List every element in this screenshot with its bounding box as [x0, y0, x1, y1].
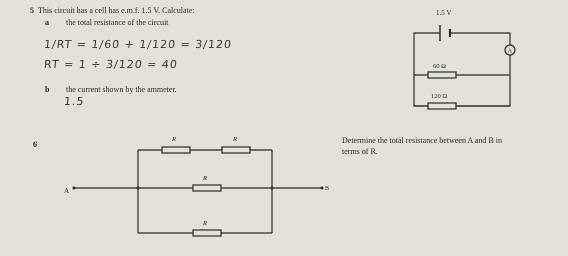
resistor-120-label: 120 Ω: [431, 93, 448, 100]
q6-resistor-bottom-label: R: [203, 220, 207, 227]
q6-number: 6: [33, 140, 37, 149]
q6-resistor-top-left: [162, 147, 190, 153]
q5-stem: This circuit has a cell has e.m.f. 1.5 V. Calculate:: [38, 6, 195, 15]
emf-label: 1.5 V: [436, 9, 452, 17]
q5-number: 5: [30, 6, 34, 15]
q6-junction-left: [137, 187, 140, 190]
q6-resistor-bottom: [193, 230, 221, 236]
resistor-120: [428, 103, 456, 109]
handwritten-working-line1: 1/RT = 1/60 + 1/120 = 3/120: [43, 38, 233, 51]
handwritten-working-line2: RT = 1 ÷ 3/120 = 40: [43, 58, 179, 71]
q6-junction-right: [271, 187, 274, 190]
q6-node-a-label: A: [64, 187, 70, 195]
q6-text-line1: Determine the total resistance between A and B in: [342, 136, 502, 145]
q6-node-b-label: B: [325, 186, 330, 192]
q6-node-a-dot: [73, 187, 76, 190]
q5-part-a-text: the total resistance of the circuit: [66, 18, 169, 27]
q5-circuit-wires: [414, 33, 510, 106]
q5-part-b-letter: b: [45, 85, 50, 94]
q6-resistor-top-left-label: R: [172, 136, 176, 143]
resistor-60: [428, 72, 456, 78]
q5-part-a-letter: a: [45, 18, 49, 27]
q6-resistor-top-right-label: R: [233, 136, 237, 143]
ammeter-symbol: A: [507, 47, 513, 55]
q6-resistor-top-right: [222, 147, 250, 153]
q5-part-b-text: the current shown by the ammeter.: [66, 85, 177, 94]
handwritten-answer-b: 1.5: [63, 95, 86, 108]
q6-resistor-middle: [193, 185, 221, 191]
resistor-60-label: 60 Ω: [433, 63, 446, 70]
q6-resistor-middle-label: R: [203, 175, 207, 182]
q6-node-b-dot: [321, 187, 324, 190]
q6-text-line2: terms of R.: [342, 147, 378, 156]
